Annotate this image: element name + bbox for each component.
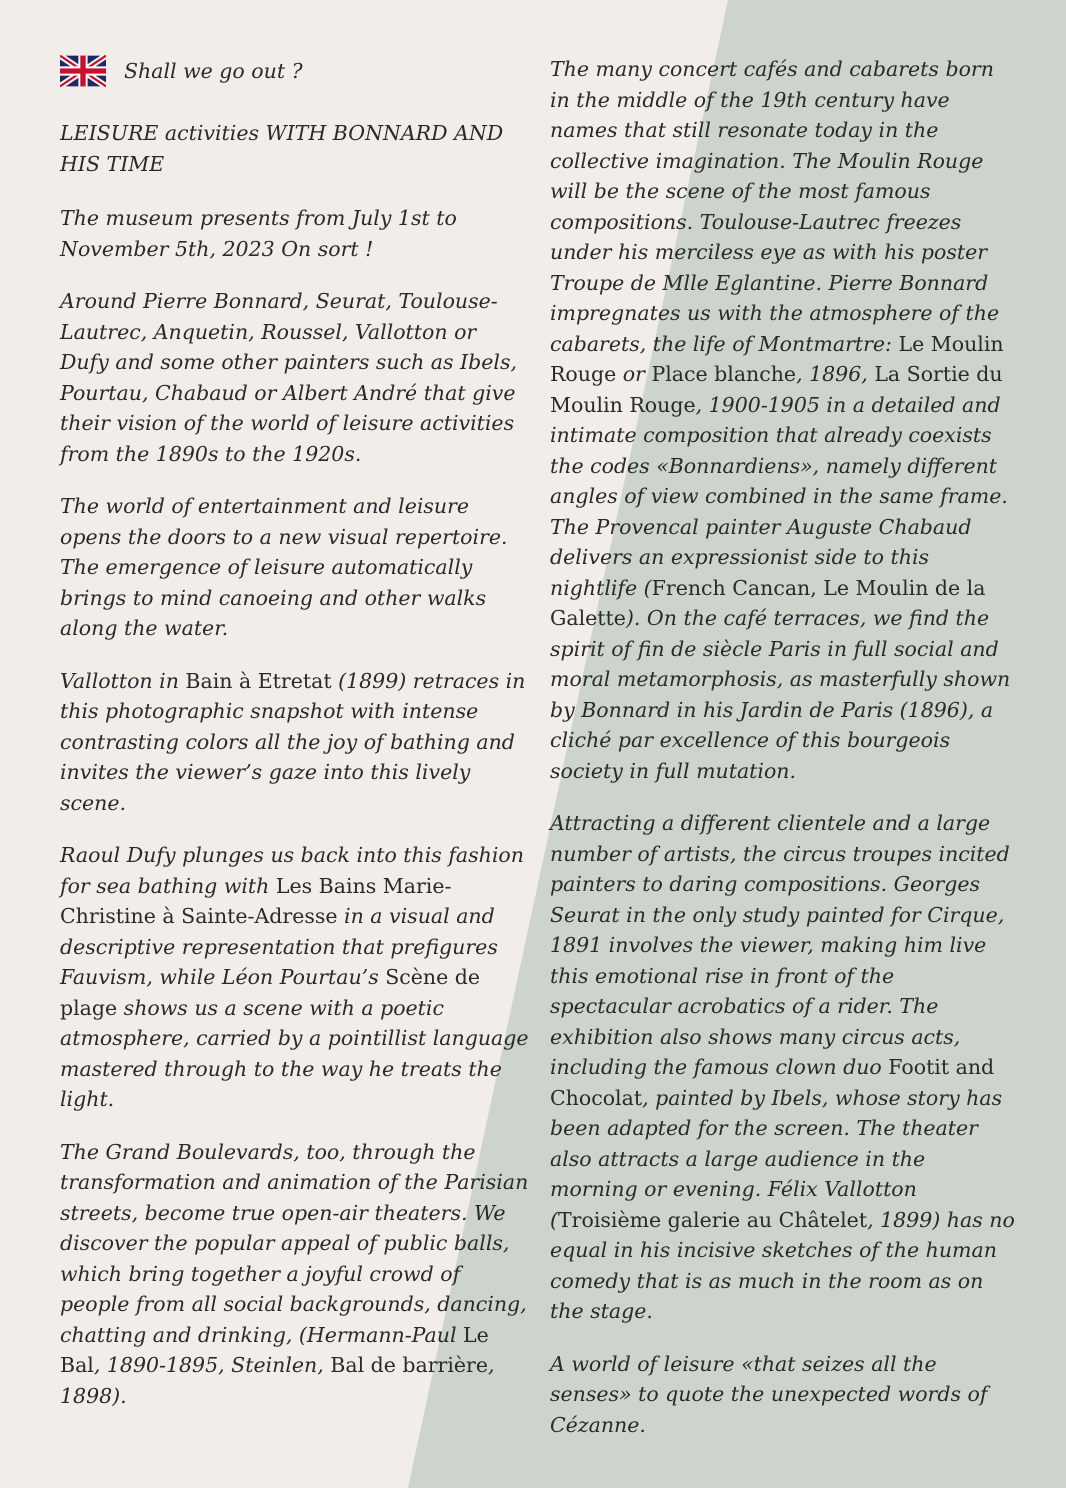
artwork-title: La Sortie du Moulin Rouge [550, 362, 1003, 417]
text-run: shows us a scene with a poetic atmosphere, carried by a pointillist language mastered through to the way he treats the light. [60, 995, 529, 1111]
text-run: The Grand Boulevards, too, through the transformation and animation of the Parisian streets, become true open-air theaters. We discover the popular appeal of public balls, which bring together a joyful crowd of people from all social backgrounds, dancing, chatting and drinking, (Hermann-Paul [60, 1139, 529, 1347]
exhibition-dates: The museum presents from July 1st to November 5th, 2023 On sort ! [60, 206, 457, 261]
paragraph-circus [550, 808, 1016, 1327]
artwork-title: Troisième galerie au Châtelet [558, 1207, 868, 1232]
text-run: , 1899) has no equal in his incisive sketches of the human comedy that is as much in the room as on the stage. [550, 1207, 1015, 1323]
text-run: in a visual and descriptive representation that prefigures Fauvism, while Léon Pourtau’s [60, 904, 498, 989]
uk-flag-icon [60, 55, 106, 87]
paragraph-dufy [60, 840, 530, 1115]
text-run: Vallotton in [60, 668, 186, 693]
artwork-title: Le Bal [60, 1322, 489, 1377]
text-run: Raoul Dufy plunges us back into this fashion for sea bathing with [60, 843, 524, 898]
text-run: ). On the café terraces, we find the spirit of fin de siècle Paris in full social and moral metamorphosis, as masterfully shown by Bonnard in his Jardin de Paris (1896), a cliché par excellence of this bourgeois society in full mutation. [550, 606, 1011, 783]
artwork-title: Footit and Chocolat [550, 1055, 995, 1110]
paragraph-painters: Around Pierre Bonnard, Seurat, Toulouse-Lautrec, Anquetin, Roussel, Vallotton or Dufy and some other painters such as Ibels, Pourtau, Chabaud or Albert André that give their vision of the world of leisure activities from the 1890s to the 1920s. [60, 289, 518, 466]
artwork-title: Bain à Etretat [185, 668, 332, 693]
text-run: Attracting a different clientele and a large number of artists, the circus troupes incited painters to daring compositions. Georges Seurat in the only study painted for Cirque, 1891 involves the viewer, making him live this emotional rise in front of the spectacular acrobatics of a rider. The exhibition also shows many circus acts, including the famous clown duo [550, 811, 1010, 1079]
paragraph-boulevards [60, 1137, 530, 1412]
exhibition-title: LEISURE activities WITH BONNARD AND HIS TIME [60, 121, 504, 176]
text-run: The many concert cafés and cabarets born in the middle of the 19th century have names that still resonate today in the collective imagination. The Moulin Rouge will be the scene of the most famous compositions. Toulouse-Lautrec freezes under his merciless eye as with his poster Troupe de Mlle Eglantine. Pierre Bonnard impregnates us with the atmosphere of the cabarets, the life of Montmartre: [550, 57, 1000, 356]
text-run: , 1900-1905 in a detailed and intimate composition that already coexists the codes «Bonnardiens», namely different angles of view combined in the same frame. The Provencal painter Auguste Chabaud delivers an expressionist side to this nightlife ( [550, 392, 1008, 600]
page-header [60, 54, 530, 88]
paragraph-closing: A world of leisure «that seizes all the senses» to quote the unexpected words of Cézanne. [550, 1351, 988, 1437]
artwork-title: Bal de barrière [330, 1353, 488, 1377]
text-run: or [616, 362, 652, 386]
artwork-title: Le Moulin Rouge [550, 331, 1004, 386]
artwork-title: Les Bains Marie-Christine à Sainte-Adresse [60, 873, 452, 928]
text-run: (1899) retraces in this photographic snapshot with intense contrasting colors all the joy of bathing and invites the viewer’s gaze into this lively scene. [60, 668, 526, 815]
artwork-title: French Cancan, Le Moulin de la Galette [550, 575, 986, 630]
text-run: , 1898). [60, 1353, 495, 1408]
artwork-title: Scène de plage [60, 965, 480, 1020]
text-run: , 1890-1895, Steinlen, [93, 1353, 331, 1377]
right-column [550, 54, 1016, 1462]
text-run: , 1896, [796, 362, 875, 386]
paragraph-cafes [550, 54, 1016, 786]
artwork-title: Place blanche [651, 362, 797, 386]
header-title: Shall we go out ? [124, 58, 303, 83]
paragraph-vallotton [60, 666, 530, 819]
paragraph-entertainment: The world of entertainment and leisure opens the doors to a new visual repertoire. The emergence of leisure automatically brings to mind canoeing and other walks along the water. [60, 494, 508, 640]
left-column [60, 54, 530, 1433]
text-run: , painted by Ibels, whose story has been adapted for the screen. The theater also attracts a large audience in the morning or evening. Félix Vallotton ( [550, 1085, 1003, 1232]
